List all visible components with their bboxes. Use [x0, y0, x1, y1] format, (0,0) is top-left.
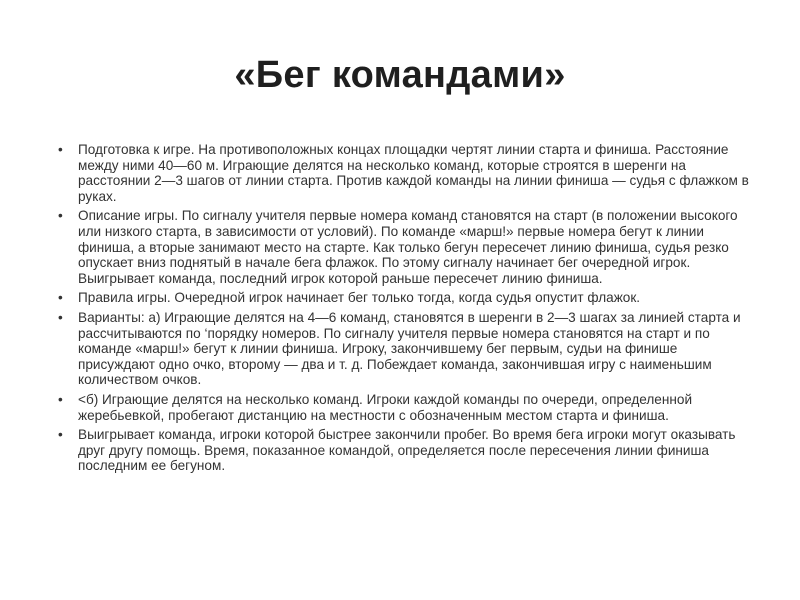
bullet-text: Выигрывает команда, игроки которой быстрее закончили пробег. Во время бега игроки могут оказывать друг другу помощь. Время, показанное командой, определяется после пересечения линии финиша последним ее бегуном.: [78, 427, 736, 474]
bullet-list: [58, 142, 758, 478]
bullet-item: [58, 427, 758, 474]
bullet-marker: •: [58, 142, 63, 157]
slide-title: «Бег командами»: [234, 54, 566, 96]
bullet-item: [58, 392, 758, 423]
bullet-item: [58, 142, 758, 204]
bullet-text: <б) Играющие делятся на несколько команд. Игроки каждой команды по очереди, определенной жеребьевкой, пробегают дистанцию на местности с обозначенным местом старта и финиша.: [78, 391, 693, 423]
bullet-marker: •: [58, 427, 63, 443]
bullet-text: Правила игры. Очередной игрок начинает бег только тогда, когда судья опустит флажок.: [78, 290, 641, 306]
bullet-text: Описание игры. По сигналу учителя первые номера команд становятся на старт (в положении высокого или низкого старта, в зависимости от условий). По команде «марш!» первые номера бегут к линии финиша, а вторые занимают место на старте. Как только бегун пересечет линию финиша, судья резко опускает вниз поднятый в начале бега флажок. По этому сигналу начинает бег очередной игрок. Выигрывает команда, последний игрок которой раньше пересечет линию финиша.: [78, 208, 738, 286]
bullet-item: [58, 290, 758, 306]
bullet-marker: •: [58, 309, 63, 325]
bullet-item: [58, 310, 758, 388]
bullet-marker: •: [58, 391, 63, 407]
bullet-item: [58, 208, 758, 286]
bullet-marker: •: [58, 290, 63, 306]
bullet-text: Подготовка к игре. На противоположных концах площадки чертят линии старта и финиша. Расстояние между ними 40—60 м. Играющие делятся на несколько команд, которые строятся в шеренги на расстоянии 2—3 шагов от линии старта. Против каждой команды на линии финиша — судья с флажком в руках.: [78, 142, 749, 204]
bullet-marker: •: [58, 208, 63, 224]
bullet-text: Варианты: а) Играющие делятся на 4—6 команд, становятся в шеренги в 2—3 шагах за линией старта и рассчитываются по ‘порядку номеров. По сигналу учителя первые номера становятся на старт и по команде «марш!» бегут к линии финиша. Игроку, закончившему бег первым, судьи на финише присуждают одно очко, второму — два и т. д. Побеждает команда, закончившая игру с наименьшим количеством очков.: [78, 309, 741, 388]
